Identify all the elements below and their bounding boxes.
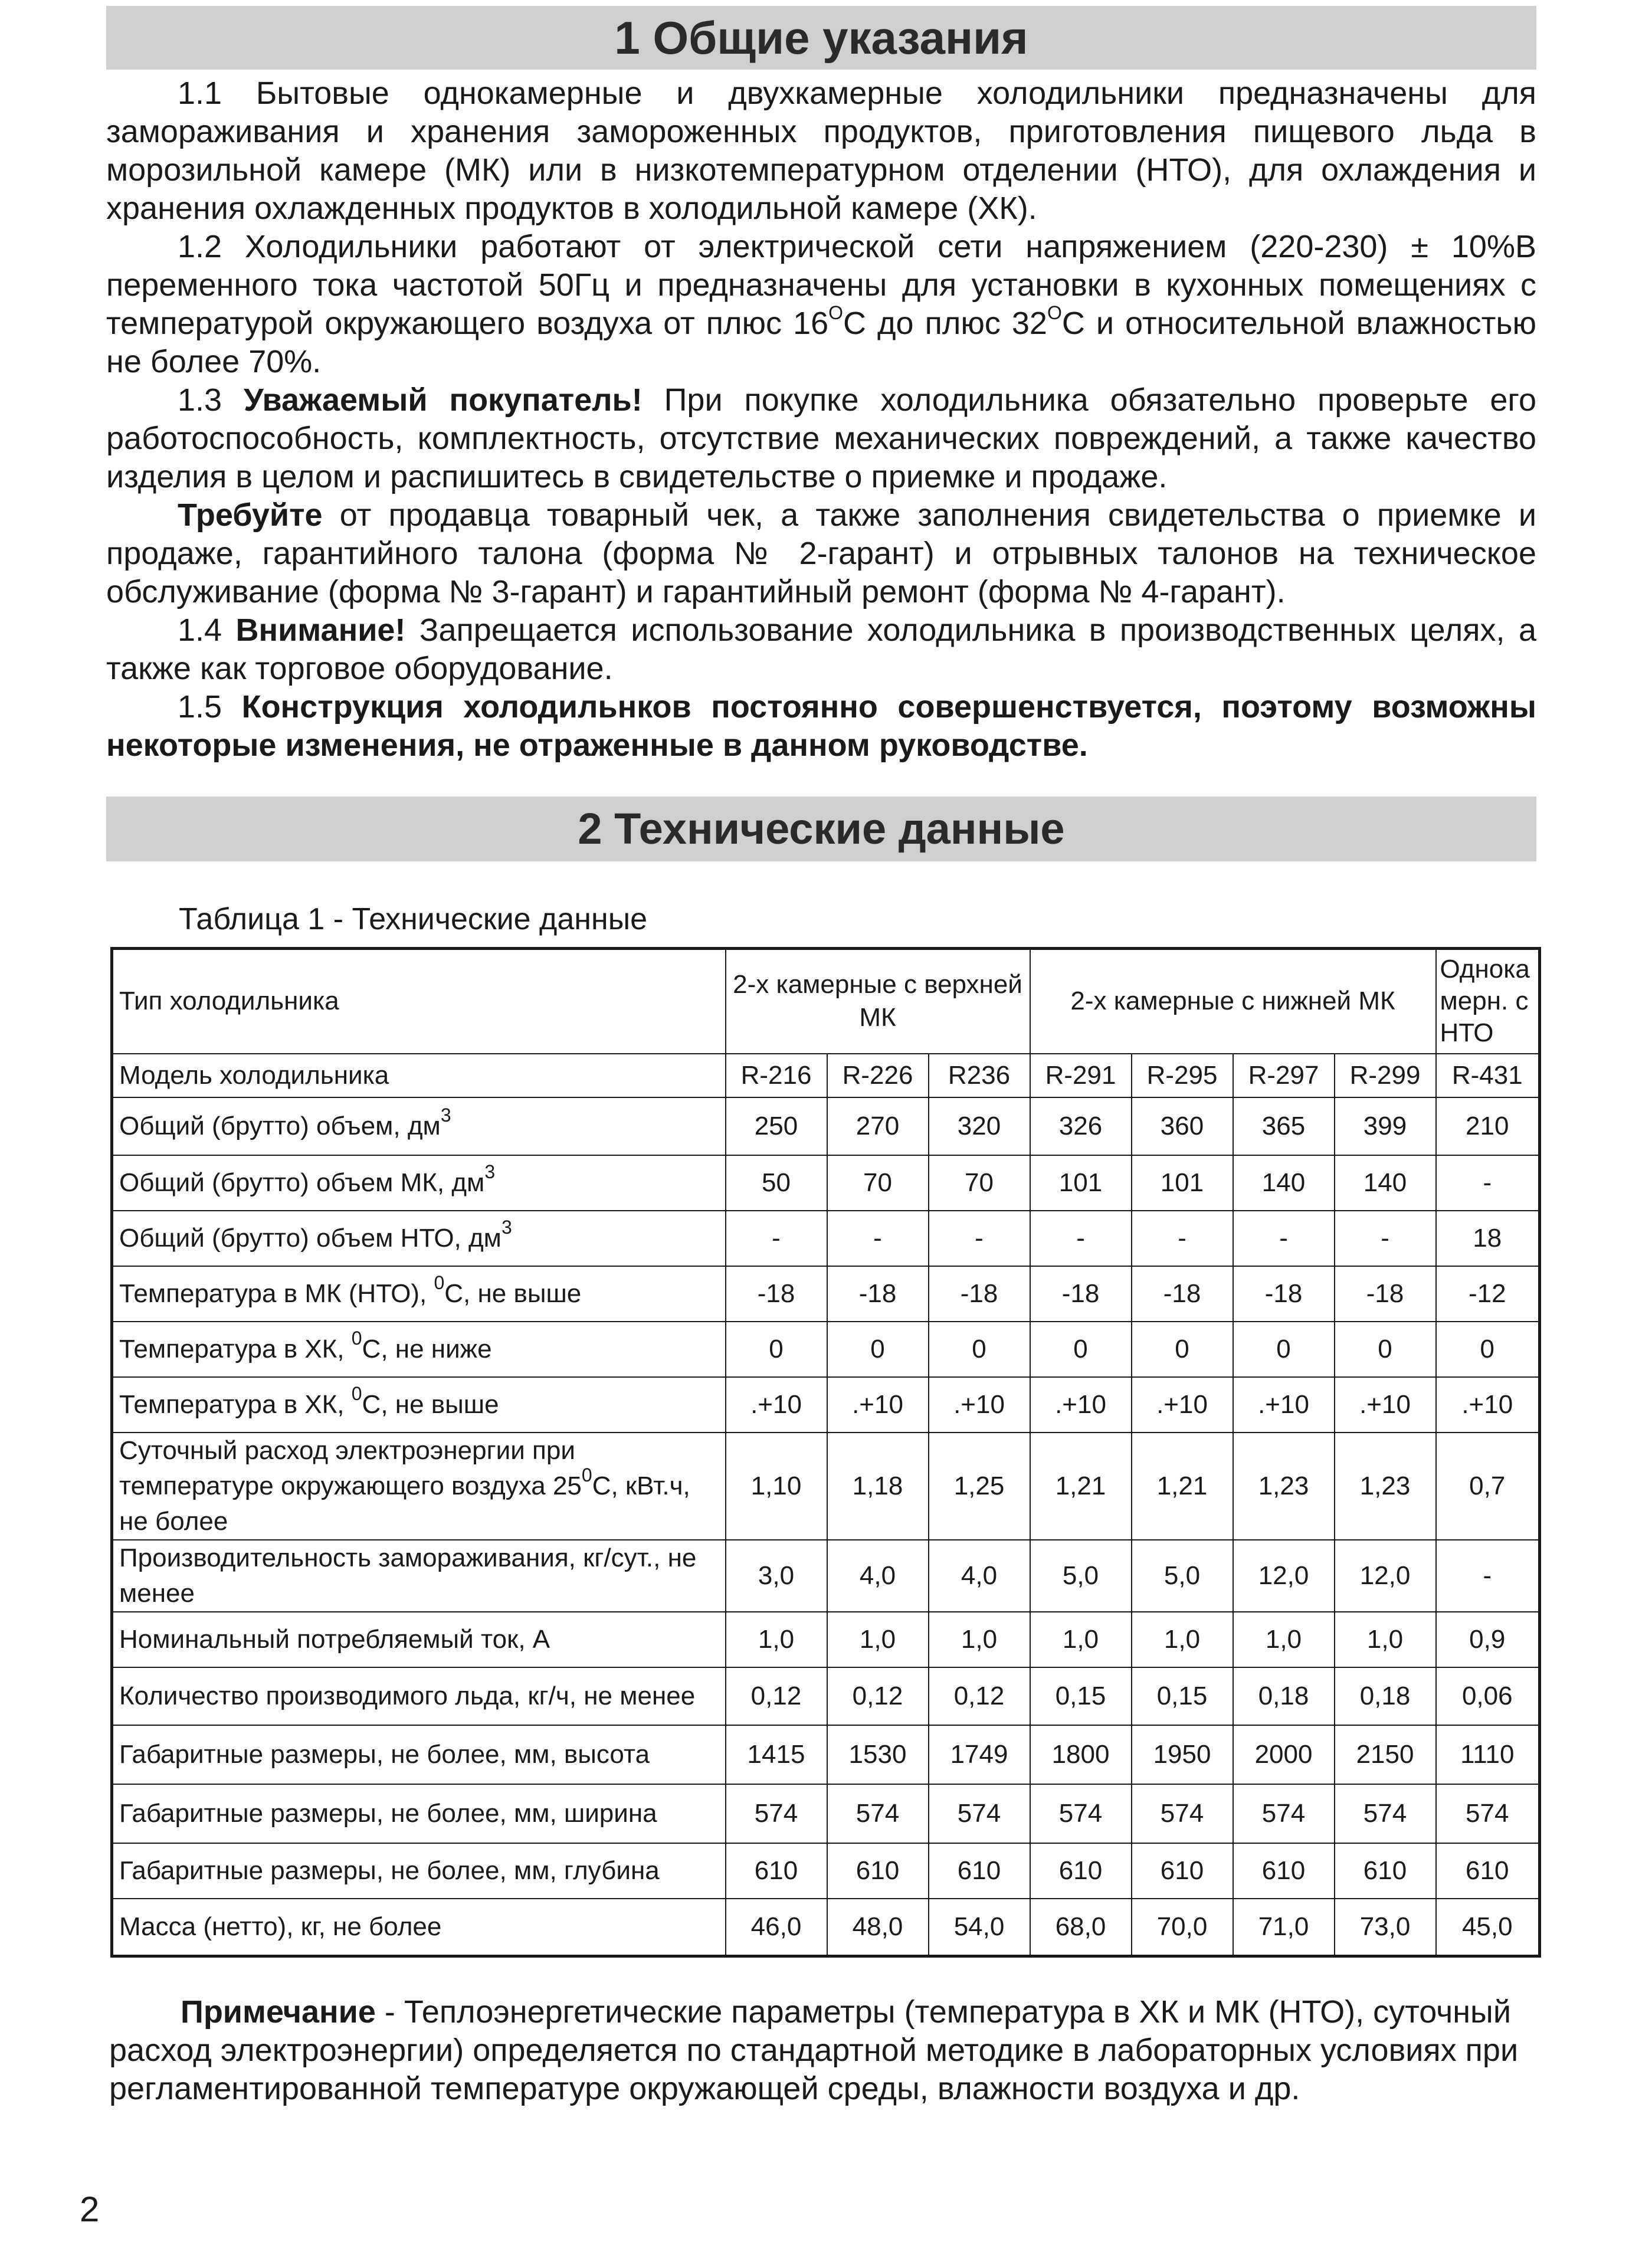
value-cell: 574 xyxy=(726,1784,827,1843)
value-cell: 574 xyxy=(1233,1784,1335,1843)
table-row xyxy=(112,1322,1540,1377)
model-row xyxy=(112,1054,1540,1097)
value-cell: 1,0 xyxy=(726,1612,827,1667)
value-cell: 71,0 xyxy=(1233,1899,1335,1956)
row-label-cell: Общий (брутто) объем НТО, $дм^3$ xyxy=(112,1211,726,1266)
value-cell: 360 xyxy=(1132,1097,1233,1155)
value-cell: 574 xyxy=(827,1784,929,1843)
value-cell: 0 xyxy=(1436,1322,1540,1377)
value-cell: 320 xyxy=(929,1097,1030,1155)
value-cell: - xyxy=(1436,1155,1540,1211)
table-row xyxy=(112,1433,1540,1540)
value-cell: 610 xyxy=(1335,1843,1436,1899)
value-cell: 574 xyxy=(1030,1784,1132,1843)
value-cell: - xyxy=(1030,1211,1132,1266)
value-cell: 610 xyxy=(1436,1843,1540,1899)
row-label-cell: Габаритные размеры, не более, мм, ширина xyxy=(112,1784,726,1843)
value-cell: .+10 xyxy=(1335,1377,1436,1433)
value-cell: 1,21 xyxy=(1030,1433,1132,1540)
value-cell: 1,18 xyxy=(827,1433,929,1540)
value-cell: 0 xyxy=(827,1322,929,1377)
value-cell: .+10 xyxy=(726,1377,827,1433)
value-cell: 1,0 xyxy=(929,1612,1030,1667)
value-cell: 48,0 xyxy=(827,1899,929,1956)
value-cell: - xyxy=(1132,1211,1233,1266)
value-cell: 4,0 xyxy=(827,1540,929,1612)
row-label-cell: Общий (брутто) объем, $дм^3$ xyxy=(112,1097,726,1155)
value-cell: 574 xyxy=(929,1784,1030,1843)
value-cell: 610 xyxy=(726,1843,827,1899)
value-cell: 101 xyxy=(1030,1155,1132,1211)
value-cell: 0,18 xyxy=(1233,1667,1335,1725)
value-cell: 326 xyxy=(1030,1097,1132,1155)
value-cell: 0,12 xyxy=(929,1667,1030,1725)
row-label-cell: Производительность замораживания, кг/сут., не менее xyxy=(112,1540,726,1612)
value-cell: 5,0 xyxy=(1030,1540,1132,1612)
value-cell: -18 xyxy=(1030,1266,1132,1322)
value-cell: 0 xyxy=(1030,1322,1132,1377)
model-cell: R-431 xyxy=(1436,1054,1540,1097)
value-cell: 574 xyxy=(1436,1784,1540,1843)
table-row xyxy=(112,1725,1540,1784)
value-cell: 5,0 xyxy=(1132,1540,1233,1612)
model-cell: R-299 xyxy=(1335,1054,1436,1097)
value-cell: 45,0 xyxy=(1436,1899,1540,1956)
row-label-cell: Общий (брутто) объем МК, $дм^3$ xyxy=(112,1155,726,1211)
value-cell: 4,0 xyxy=(929,1540,1030,1612)
paragraph-1-2: 1.2 Холодильники работают от электрической сети напряжением (220-230) ± 10%В переменного тока частотой 50Гц и предназначены для установки в кухонных помещениях с температурой окружающего воздуха от плюс $16^ОС$ до плюс $32^ОС$ и относительной влажностью не более 70%. xyxy=(106,229,1536,379)
value-cell: 1749 xyxy=(929,1725,1030,1784)
value-cell: 610 xyxy=(1030,1843,1132,1899)
row-label-cell: Масса (нетто), кг, не более xyxy=(112,1899,726,1956)
group-top-freezer-cell: 2-х камерные с верхней МК xyxy=(726,949,1030,1054)
table-row xyxy=(112,1899,1540,1956)
row-label-cell: Суточный расход электроэнергии при температуре окружающего воздуха $25^0С$, кВт.ч, не более xyxy=(112,1433,726,1540)
value-cell: 0 xyxy=(726,1322,827,1377)
value-cell: .+10 xyxy=(827,1377,929,1433)
page-number: 2 xyxy=(80,2189,100,2229)
value-cell: 0,12 xyxy=(726,1667,827,1725)
value-cell: 68,0 xyxy=(1030,1899,1132,1956)
value-cell: 1,0 xyxy=(1233,1612,1335,1667)
value-cell: .+10 xyxy=(1132,1377,1233,1433)
value-cell: 0,12 xyxy=(827,1667,929,1725)
value-cell: 1110 xyxy=(1436,1725,1540,1784)
value-cell: 12,0 xyxy=(1233,1540,1335,1612)
row-label-cell: Температура в МК (НТО), $^0$С, не выше xyxy=(112,1266,726,1322)
row-label-cell: Температура в ХК, $^0$С, не выше xyxy=(112,1377,726,1433)
row-label-cell: Габаритные размеры, не более, мм, высота xyxy=(112,1725,726,1784)
table-row xyxy=(112,1377,1540,1433)
value-cell: .+10 xyxy=(1436,1377,1540,1433)
value-cell: 2150 xyxy=(1335,1725,1436,1784)
row-label-cell: Габаритные размеры, не более, мм, глубина xyxy=(112,1843,726,1899)
value-cell: 50 xyxy=(726,1155,827,1211)
table-row xyxy=(112,1843,1540,1899)
row-label-cell: Температура в ХК, $^0$С, не ниже xyxy=(112,1322,726,1377)
section-1-body xyxy=(106,74,1536,765)
value-cell: - xyxy=(1436,1540,1540,1612)
value-cell: - xyxy=(726,1211,827,1266)
value-cell: 574 xyxy=(1132,1784,1233,1843)
value-cell: -18 xyxy=(726,1266,827,1322)
value-cell: 0 xyxy=(1132,1322,1233,1377)
paragraph-1-4: 1.4 Внимание! Запрещается использование холодильника в производственных целях, а также как торговое оборудование. xyxy=(106,612,1536,686)
value-cell: 610 xyxy=(1233,1843,1335,1899)
value-cell: 1,23 xyxy=(1335,1433,1436,1540)
value-cell: - xyxy=(1335,1211,1436,1266)
value-cell: 210 xyxy=(1436,1097,1540,1155)
table-row xyxy=(112,1097,1540,1155)
value-cell: 1415 xyxy=(726,1725,827,1784)
value-cell: 0,9 xyxy=(1436,1612,1540,1667)
table-header-row xyxy=(112,949,1540,1054)
paragraph-1-1: 1.1 Бытовые однокамерные и двухкамерные холодильники предназначены для замораживания и хранения замороженных продуктов, приготовления пищевого льда в морозильной камере (МК) или в низкотемпературном отделении (НТО), для охлаждения и хранения охлажденных продуктов в холодильной камере (ХК). xyxy=(106,76,1536,226)
value-cell: 0,18 xyxy=(1335,1667,1436,1725)
value-cell: 1,0 xyxy=(1030,1612,1132,1667)
section-2-heading: 2 Технические данные xyxy=(106,796,1536,861)
value-cell: 101 xyxy=(1132,1155,1233,1211)
value-cell: 610 xyxy=(1132,1843,1233,1899)
table-row xyxy=(112,1612,1540,1667)
value-cell: 1950 xyxy=(1132,1725,1233,1784)
value-cell: -18 xyxy=(1335,1266,1436,1322)
value-cell: 73,0 xyxy=(1335,1899,1436,1956)
value-cell: 1,0 xyxy=(1132,1612,1233,1667)
value-cell: - xyxy=(827,1211,929,1266)
value-cell: 365 xyxy=(1233,1097,1335,1155)
model-cell: R-216 xyxy=(726,1054,827,1097)
model-label-cell: Модель холодильника xyxy=(112,1054,726,1097)
value-cell: 0 xyxy=(929,1322,1030,1377)
value-cell: 0,15 xyxy=(1030,1667,1132,1725)
value-cell: 18 xyxy=(1436,1211,1540,1266)
value-cell: 250 xyxy=(726,1097,827,1155)
table-row xyxy=(112,1667,1540,1725)
type-label-cell: Тип холодильника xyxy=(112,949,726,1054)
value-cell: 3,0 xyxy=(726,1540,827,1612)
value-cell: 12,0 xyxy=(1335,1540,1436,1612)
table-row xyxy=(112,1540,1540,1612)
value-cell: 70 xyxy=(827,1155,929,1211)
value-cell: 70,0 xyxy=(1132,1899,1233,1956)
value-cell: .+10 xyxy=(1233,1377,1335,1433)
model-cell: R-226 xyxy=(827,1054,929,1097)
model-cell: R-291 xyxy=(1030,1054,1132,1097)
paragraph-1-5: 1.5 Конструкция холодильнков постоянно совершенствуется, поэтому возможны некоторые изменения, не отраженные в данном руководстве. xyxy=(106,689,1536,763)
table-row xyxy=(112,1266,1540,1322)
model-cell: R-297 xyxy=(1233,1054,1335,1097)
value-cell: 574 xyxy=(1335,1784,1436,1843)
value-cell: 70 xyxy=(929,1155,1030,1211)
paragraph-require: Требуйте от продавца товарный чек, а также заполнения свидетельства о приемке и продаже, гарантийного талона (форма № 2-гарант) и отрывных талонов на техническое обслуживание (форма № 3-гарант) и гарантийный ремонт (форма № 4-гарант). xyxy=(106,497,1536,609)
value-cell: -18 xyxy=(1233,1266,1335,1322)
value-cell: 1,10 xyxy=(726,1433,827,1540)
value-cell: 46,0 xyxy=(726,1899,827,1956)
group-bottom-freezer-cell: 2-х камерные с нижней МК xyxy=(1030,949,1436,1054)
value-cell: 1,25 xyxy=(929,1433,1030,1540)
group-single-chamber-cell: Однокамерн. с НТО xyxy=(1436,949,1540,1054)
model-cell: R236 xyxy=(929,1054,1030,1097)
row-label-cell: Количество производимого льда, кг/ч, не менее xyxy=(112,1667,726,1725)
value-cell: 1,0 xyxy=(1335,1612,1436,1667)
value-cell: 0 xyxy=(1233,1322,1335,1377)
value-cell: .+10 xyxy=(1030,1377,1132,1433)
value-cell: 1,23 xyxy=(1233,1433,1335,1540)
value-cell: 1530 xyxy=(827,1725,929,1784)
value-cell: 0,7 xyxy=(1436,1433,1540,1540)
table-row xyxy=(112,1155,1540,1211)
value-cell: -12 xyxy=(1436,1266,1540,1322)
model-cell: R-295 xyxy=(1132,1054,1233,1097)
row-label-cell: Номинальный потребляемый ток, А xyxy=(112,1612,726,1667)
technical-data-table xyxy=(110,947,1541,1958)
value-cell: 1,21 xyxy=(1132,1433,1233,1540)
value-cell: 399 xyxy=(1335,1097,1436,1155)
value-cell: 0,15 xyxy=(1132,1667,1233,1725)
value-cell: 0 xyxy=(1335,1322,1436,1377)
value-cell: 1,0 xyxy=(827,1612,929,1667)
value-cell: 270 xyxy=(827,1097,929,1155)
value-cell: - xyxy=(1233,1211,1335,1266)
value-cell: 140 xyxy=(1335,1155,1436,1211)
value-cell: -18 xyxy=(827,1266,929,1322)
table-row xyxy=(112,1211,1540,1266)
section-1-heading: 1 Общие указания xyxy=(106,6,1536,70)
value-cell: 54,0 xyxy=(929,1899,1030,1956)
table-caption: Таблица 1 - Технические данные xyxy=(179,902,648,936)
value-cell: - xyxy=(929,1211,1030,1266)
value-cell: .+10 xyxy=(929,1377,1030,1433)
value-cell: -18 xyxy=(1132,1266,1233,1322)
value-cell: -18 xyxy=(929,1266,1030,1322)
value-cell: 1800 xyxy=(1030,1725,1132,1784)
value-cell: 0,06 xyxy=(1436,1667,1540,1725)
value-cell: 2000 xyxy=(1233,1725,1335,1784)
paragraph-1-3: 1.3 Уважаемый покупатель! При покупке холодильника обязательно проверьте его работоспособность, комплектность, отсутствие механических повреждений, а также качество изделия в целом и распишитесь в свидетельстве о приемке и продаже. xyxy=(106,382,1536,494)
value-cell: 140 xyxy=(1233,1155,1335,1211)
table-row xyxy=(112,1784,1540,1843)
value-cell: 610 xyxy=(929,1843,1030,1899)
value-cell: 610 xyxy=(827,1843,929,1899)
note-paragraph: Примечание - Теплоэнергетические параметры (температура в ХК и МК (НТО), суточный расход электроэнергии) определяется по стандартной методике в лабораторных условиях при регламентированной температуре окружающей среды, влажности воздуха и др. xyxy=(109,1994,1519,2106)
